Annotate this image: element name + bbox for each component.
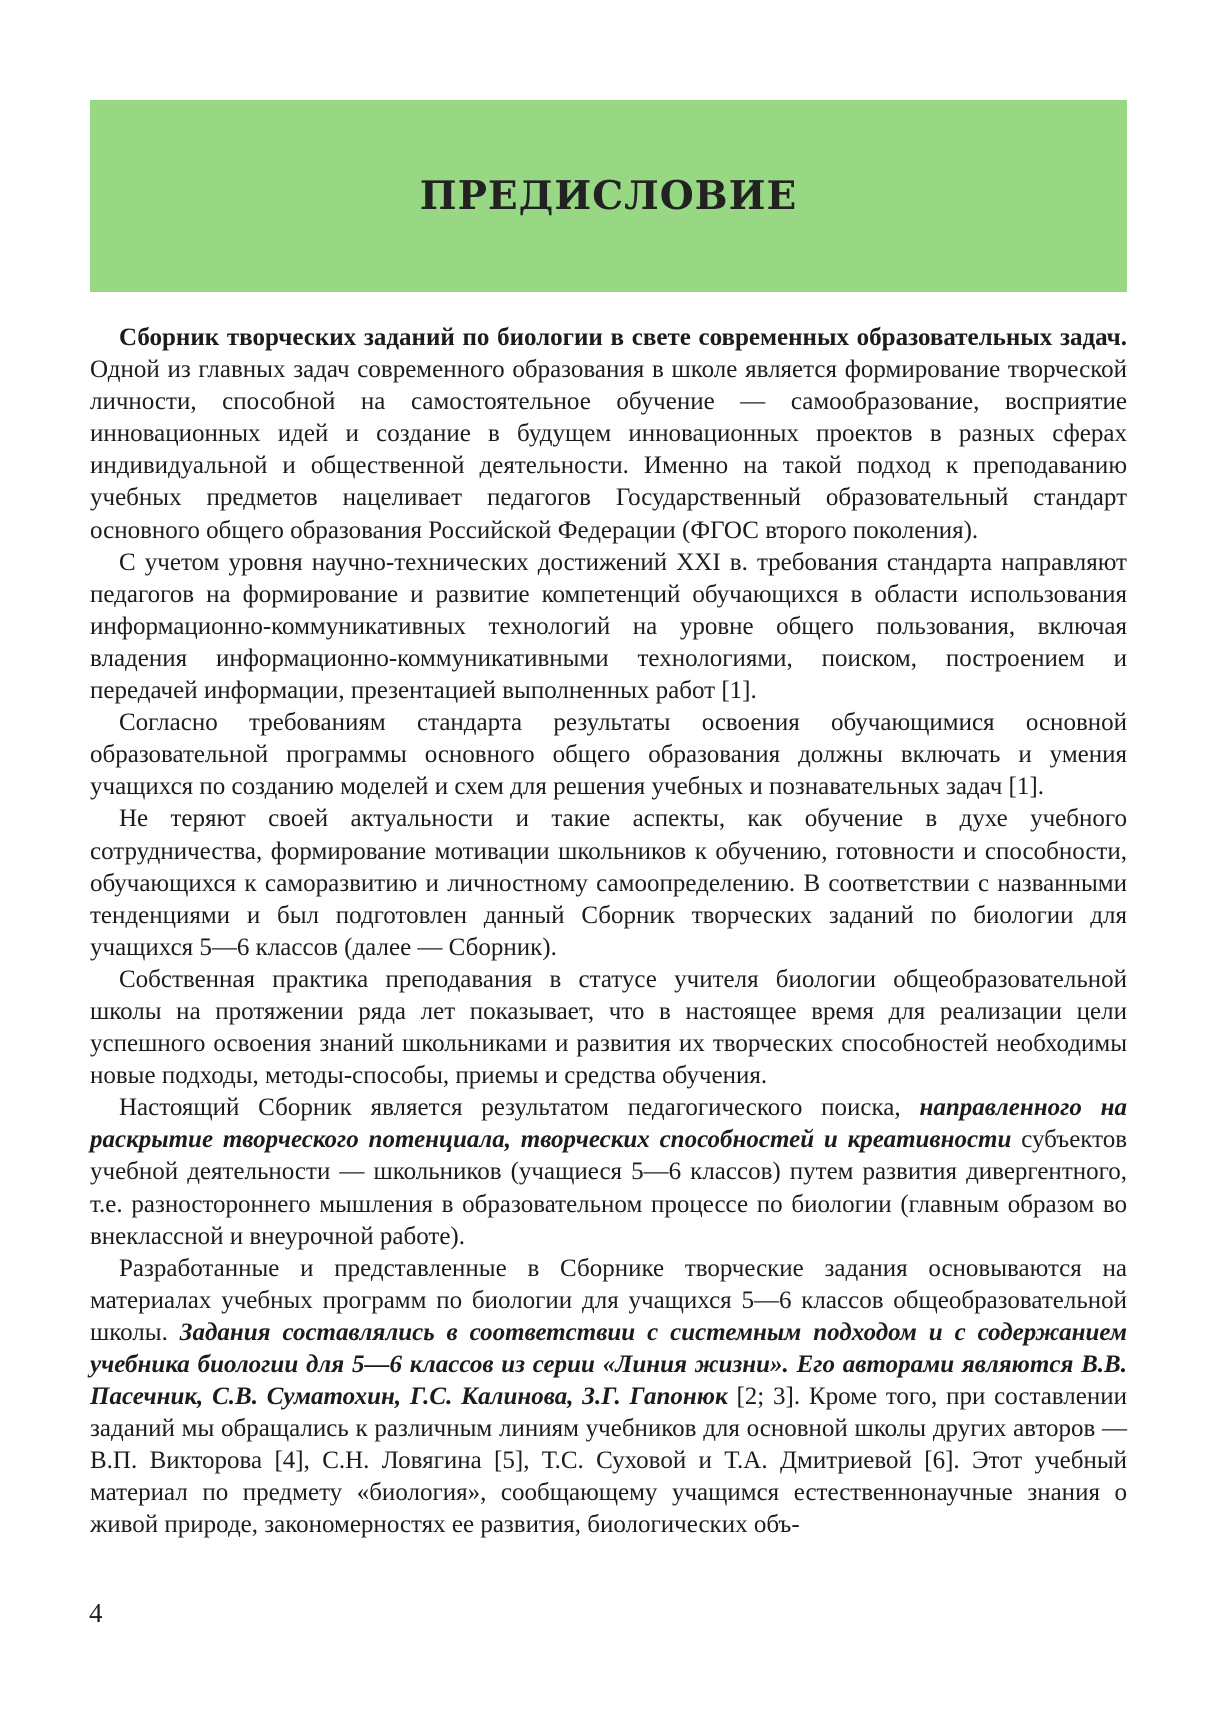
text-run: Разработанные и представленные в Сборнике творческие задания основываются на материалах учебных программ по биологии для учащихся 5—6 классов общеобразовательной школы.: [90, 1254, 1127, 1346]
paragraph: [90, 1092, 1127, 1252]
text-run: Настоящий Сборник является результатом педагогического поиска,: [119, 1094, 920, 1122]
text-run: Не теряют своей актуальности и такие аспекты, как обучение в духе учебного сотрудничества, формирование мотивации школьников к обучению, готовности и способности, обучающихся к саморазвитию и личностному самоопределению. В соответствии с названными тенденциями и был подготовлен данный Сборник творческих заданий по биологии для учащихся 5—6 классов (далее — Сборник).: [90, 805, 1127, 961]
text-run: Согласно требованиям стандарта результаты освоения обучающимися основной образовательной программы основного общего образования должны включать и умения учащихся по созданию моделей и схем для решения учебных и познавательных задач [1].: [90, 709, 1127, 801]
text-run: субъектов учебной деятельности — школьников (учащиеся 5—6 классов) путем развития дивергентного, т.е. разностороннего мышления в образовательном процессе по биологии (главным образом во внеклассной и внеурочной работе).: [90, 1126, 1128, 1250]
page-number: 4: [89, 1598, 103, 1628]
text-run: [2; 3]. Кроме того, при составлении заданий мы обращались к различным линиям учебников для основной школы других авторов — В.П. Викторова [4], С.Н. Ловягина [5], Т.С. Суховой и Т.А. Дмитриевой [6]. Этот учебный материал по предмету «биология», сообщающему учащимся естественнонаучные знания о живой природе, закономерностях ее развития, биологических объ-: [90, 1383, 1127, 1539]
bold-lead-in: Сборник творческих заданий по биологии в свете современных образовательных задач.: [119, 324, 1127, 351]
chapter-title: ПРЕДИСЛОВИЕ: [419, 173, 798, 219]
paragraph: [90, 547, 1127, 707]
text-run: С учетом уровня научно-технических достижений XXI в. требования стандарта направляют педагогов на формирование и развитие компетенций обучающихся в области использования информационно-коммуникативных технологий на уровне общего пользования, включая владения информационно-коммуникативными технологиями, поиском, построением и передачей информации, презентацией выполненных работ [1].: [90, 548, 1127, 705]
paragraph: [90, 707, 1127, 803]
paragraph: [90, 803, 1127, 963]
paragraph: [90, 322, 1127, 547]
text-run: Собственная практика преподавания в статусе учителя биологии общеобразовательной школы на протяжении ряда лет показывает, что в настоящее время для реализации цели успешного освоения знаний школьниками и развития их творческих способностей необходимы новые подходы, методы-способы, приемы и средства обучения.: [90, 965, 1127, 1090]
emphasis-run: направленного на раскрытие творческого потенциала, творческих способностей и креативности: [90, 1094, 1127, 1154]
paragraph: [90, 964, 1127, 1092]
chapter-header-band: [90, 100, 1127, 292]
emphasis-run: Задания составлялись в соответствии с системным подходом и с содержанием учебника биологии для 5—6 классов из серии «Линия жизни». Его авторами являются В.В. Пасечник, С.В. Суматохин, Г.С. Калинова, З.Г. Гапонюк: [90, 1318, 1128, 1411]
text-run: Одной из главных задач современного образования в школе является формирование творческой личности, способной на самостоятельное обучение — самообразование, восприятие инновационных идей и создание в будущем инновационных проектов в разных сферах индивидуальной и общественной деятельности. Именно на такой подход к преподаванию учебных предметов нацеливает педагогов Государственный образовательный стандарт основного общего образования Российской Федерации (ФГОС второго поколения).: [90, 356, 1127, 544]
paragraph: [90, 1253, 1127, 1542]
body-text: [90, 322, 1127, 1542]
